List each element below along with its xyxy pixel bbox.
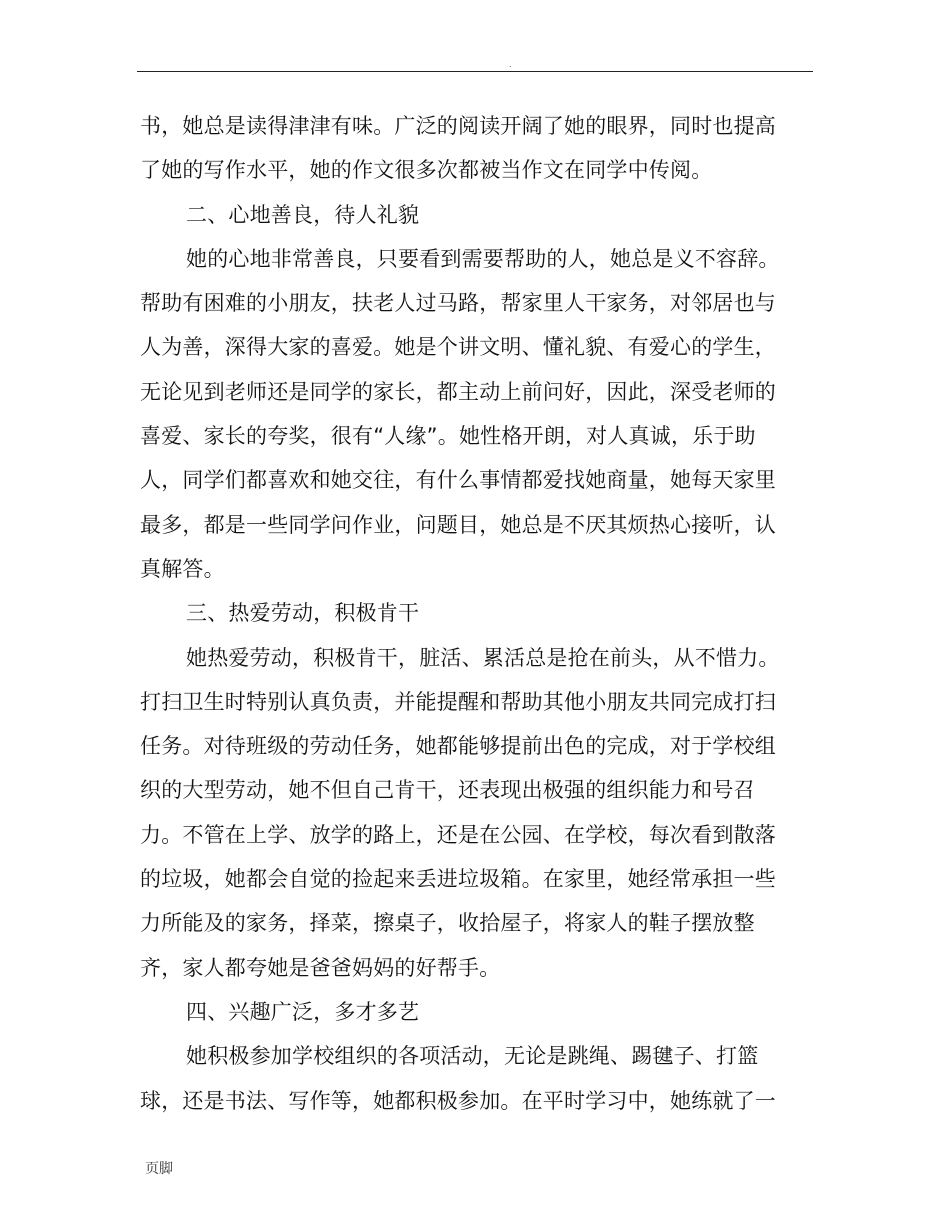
text-line: 人，同学们都喜欢和她交往，有什么事情都爱找她商量，她每天家里 [140,468,776,493]
text-line: 了她的写作水平，她的作文很多次都被当作文在同学中传阅。 [140,158,713,183]
text-line: 球，还是书法、写作等，她都积极参加。在平时学习中，她练就了一 [140,1088,776,1113]
text-line: 的垃圾，她都会自觉的捡起来丢进垃圾箱。在家里，她经常承担一些 [140,867,776,892]
text-line: 齐，家人都夸她是爸爸妈妈的好帮手。 [140,955,501,980]
text-line: 她热爱劳动，积极肯干，脏活、累活总是抢在前头，从不惜力。 [186,645,780,670]
text-line: 喜爱、家长的夸奖，很有“人缘”。她性格开朗，对人真诚，乐于助 [140,424,756,449]
section-heading: 三、热爱劳动，积极肯干 [186,601,420,626]
header-rule [137,71,813,72]
text-line: 真解答。 [140,556,225,581]
text-line: 她的心地非常善良，只要看到需要帮助的人，她总是义不容辞。 [186,246,780,271]
header-mark: . [509,60,512,69]
text-line: 帮助有困难的小朋友，扶老人过马路，帮家里人干家务，对邻居也与 [140,291,776,316]
section-heading: 二、心地善良，待人礼貌 [186,202,420,227]
document-body [140,104,810,1123]
text-line: 最多，都是一些同学问作业，问题目，她总是不厌其烦热心接听，认 [140,512,776,537]
text-line: 力。不管在上学、放学的路上，还是在公园、在学校，每次看到散落 [140,822,776,847]
text-line: 打扫卫生时特别认真负责，并能提醒和帮助其他小朋友共同完成打扫 [140,689,776,714]
text-line: 织的大型劳动，她不但自己肯干，还表现出极强的组织能力和号召 [140,778,755,803]
text-line: 任务。对待班级的劳动任务，她都能够提前出色的完成，对于学校组 [140,734,776,759]
text-line: 书，她总是读得津津有味。广泛的阅读开阔了她的眼界，同时也提高 [140,114,776,138]
text-line: 人为善，深得大家的喜爱。她是个讲文明、懂礼貌、有爱心的学生， [140,335,776,360]
text-line: 她积极参加学校组织的各项活动，无论是跳绳、踢毽子、打篮 [186,1044,759,1069]
section-heading: 四、兴趣广泛，多才多艺 [186,999,420,1024]
page-footer: 页脚 [145,1161,173,1177]
text-line: 力所能及的家务，择菜，擦桌子，收拾屋子，将家人的鞋子摆放整 [140,911,755,936]
text-line: 无论见到老师还是同学的家长，都主动上前问好，因此，深受老师的 [140,379,776,404]
